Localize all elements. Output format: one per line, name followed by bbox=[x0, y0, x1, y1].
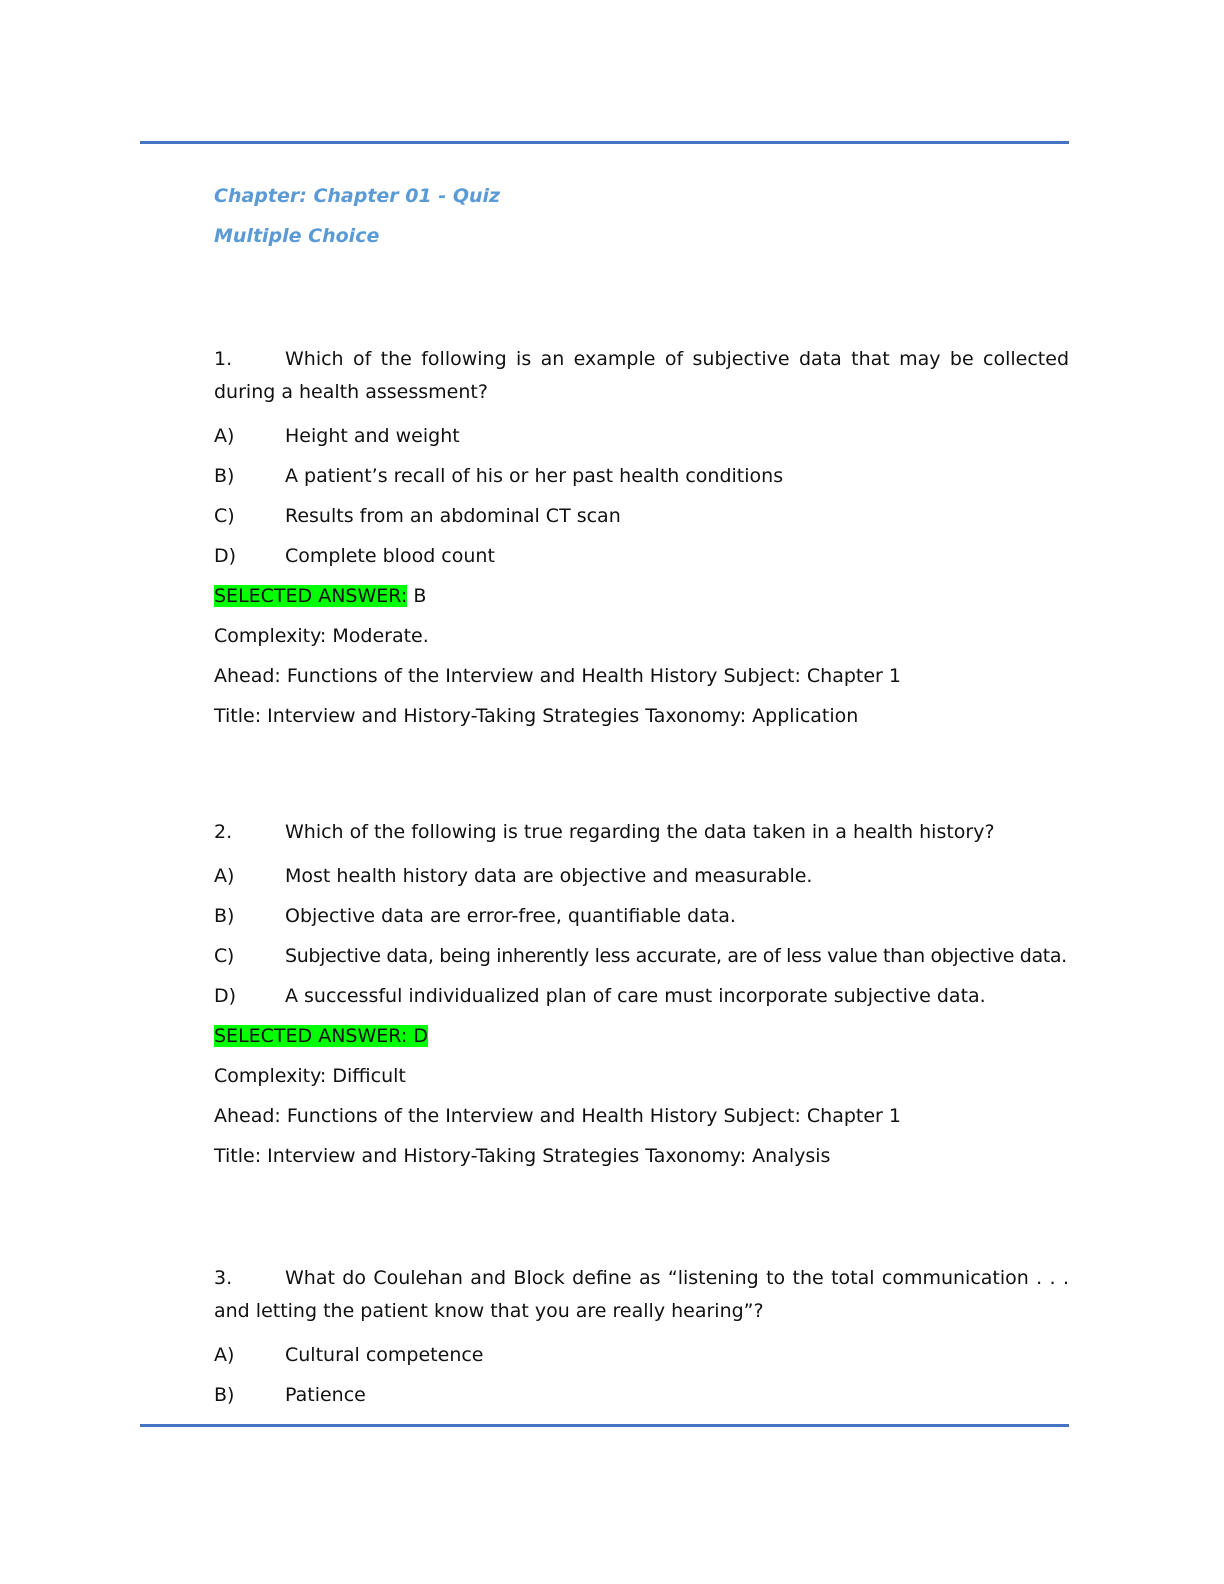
question-1 bbox=[214, 343, 1069, 736]
chapter-heading: Chapter: Chapter 01 - Quiz bbox=[214, 185, 501, 207]
complexity: Complexity: Moderate. bbox=[214, 625, 429, 647]
ahead-subject: Ahead: Functions of the Interview and Health History Subject: Chapter 1 bbox=[214, 1105, 901, 1127]
option-a bbox=[214, 416, 1069, 456]
question-text: What do Coulehan and Block define as “listening to the total communication . . . and letting the patient know that you are really hearing”? bbox=[214, 1267, 1069, 1322]
question-stem bbox=[214, 1262, 1069, 1328]
option-letter: A) bbox=[214, 1344, 235, 1366]
selected-answer bbox=[214, 576, 1069, 616]
option-text: Patience bbox=[285, 1384, 366, 1406]
option-text: Objective data are error-free, quantifiable data. bbox=[285, 905, 736, 927]
option-b bbox=[214, 896, 1069, 936]
option-letter: D) bbox=[214, 985, 237, 1007]
option-letter: A) bbox=[214, 425, 235, 447]
option-letter: B) bbox=[214, 905, 235, 927]
option-d bbox=[214, 976, 1069, 1016]
complexity: Complexity: Difficult bbox=[214, 1065, 406, 1087]
question-2 bbox=[214, 816, 1069, 1176]
bottom-rule bbox=[140, 1424, 1069, 1427]
question-stem bbox=[214, 816, 1069, 849]
option-c bbox=[214, 496, 1069, 536]
option-b bbox=[214, 456, 1069, 496]
question-text: Which of the following is an example of subjective data that may be collected during a health assessment? bbox=[214, 348, 1069, 403]
selected-answer-value: B bbox=[407, 585, 427, 607]
question-stem bbox=[214, 343, 1069, 409]
option-text: Subjective data, being inherently less accurate, are of less value than objective data. bbox=[285, 945, 1067, 967]
selected-answer-label: SELECTED ANSWER: D bbox=[214, 1025, 428, 1047]
question-3 bbox=[214, 1262, 1069, 1415]
option-text: Most health history data are objective and measurable. bbox=[285, 865, 813, 887]
option-c bbox=[214, 936, 1069, 976]
section-heading: Multiple Choice bbox=[214, 225, 380, 247]
option-text: Height and weight bbox=[285, 425, 460, 447]
question-number: 3. bbox=[214, 1267, 233, 1289]
option-letter: C) bbox=[214, 505, 235, 527]
option-b bbox=[214, 1375, 1069, 1415]
question-number: 2. bbox=[214, 821, 233, 843]
option-a bbox=[214, 856, 1069, 896]
top-rule bbox=[140, 141, 1069, 144]
option-a bbox=[214, 1335, 1069, 1375]
selected-answer bbox=[214, 1016, 1069, 1056]
ahead-subject: Ahead: Functions of the Interview and Health History Subject: Chapter 1 bbox=[214, 665, 901, 687]
option-letter: B) bbox=[214, 1384, 235, 1406]
option-letter: A) bbox=[214, 865, 235, 887]
selected-answer-label: SELECTED ANSWER: bbox=[214, 585, 408, 607]
title-taxonomy: Title: Interview and History-Taking Strategies Taxonomy: Application bbox=[214, 705, 859, 727]
option-letter: C) bbox=[214, 945, 234, 967]
option-d bbox=[214, 536, 1069, 576]
option-text: A patient’s recall of his or her past health conditions bbox=[285, 465, 784, 487]
option-text: Complete blood count bbox=[285, 545, 495, 567]
option-text: A successful individualized plan of care must incorporate subjective data. bbox=[285, 985, 986, 1007]
option-letter: B) bbox=[214, 465, 235, 487]
question-number: 1. bbox=[214, 348, 233, 370]
question-text: Which of the following is true regarding the data taken in a health history? bbox=[285, 821, 995, 843]
title-taxonomy: Title: Interview and History-Taking Strategies Taxonomy: Analysis bbox=[214, 1145, 831, 1167]
option-text: Results from an abdominal CT scan bbox=[285, 505, 621, 527]
option-letter: D) bbox=[214, 545, 237, 567]
option-text: Cultural competence bbox=[285, 1344, 484, 1366]
